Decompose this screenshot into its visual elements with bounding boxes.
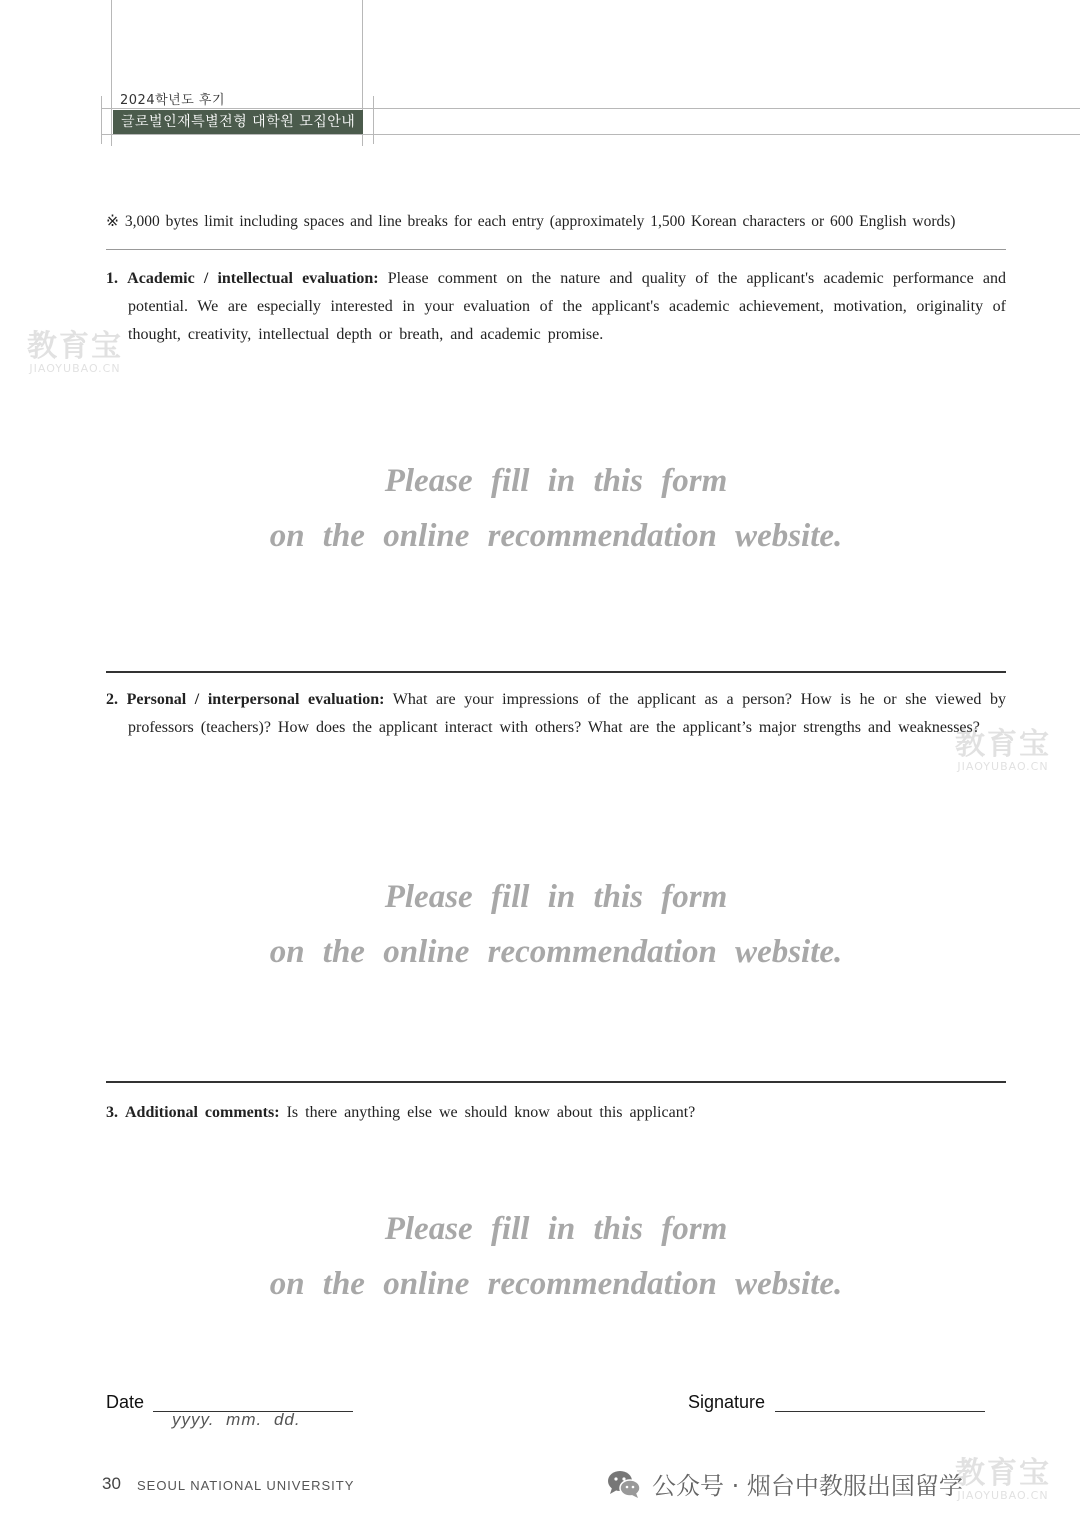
question-2-text: What are your impressions of the applicant as a person? How is he or she viewed by professors (teachers)? How does the applicant interact with others? What are the applicant’s major strengths and weaknesses?	[128, 691, 1007, 736]
header-year: 2024학년도 후기	[120, 93, 226, 108]
header-frame-line	[373, 96, 374, 144]
divider	[106, 1081, 1006, 1083]
watermark: 教育宝 JIAOYUBAO.CN	[27, 329, 123, 375]
question-1	[106, 265, 1006, 349]
header-frame-line	[111, 0, 112, 146]
header-frame-line	[101, 96, 102, 144]
header-frame-line	[101, 134, 1080, 135]
date-format-hint: yyyy. mm. dd.	[172, 1410, 301, 1429]
question-3-text: Is there anything else we should know about this applicant?	[286, 1104, 696, 1121]
placeholder-3	[106, 1202, 1006, 1312]
question-3-title: Additional comments:	[125, 1104, 280, 1121]
signature-field[interactable]	[775, 1411, 985, 1412]
question-2-title: Personal / interpersonal evaluation:	[126, 691, 385, 708]
question-2	[106, 686, 1006, 742]
question-3	[106, 1099, 1006, 1127]
question-2-number: 2.	[106, 691, 118, 708]
signature-label: Signature	[688, 1392, 766, 1412]
placeholder-line-2: on the online recommendation website.	[269, 934, 843, 970]
date-label: Date	[106, 1392, 145, 1412]
watermark: 教育宝 JIAOYUBAO.CN	[955, 727, 1051, 773]
page-number: 30	[102, 1474, 121, 1493]
placeholder-1	[106, 454, 1006, 564]
placeholder-line-2: on the online recommendation website.	[269, 518, 843, 554]
wechat-account	[606, 1466, 963, 1501]
question-1-number: 1.	[106, 270, 118, 287]
divider	[106, 249, 1006, 250]
university-name: SEOUL NATIONAL UNIVERSITY	[137, 1478, 355, 1493]
placeholder-line-1: Please fill in this form	[384, 1211, 728, 1247]
question-1-title: Academic / intellectual evaluation:	[127, 270, 379, 287]
divider	[106, 671, 1006, 673]
placeholder-line-1: Please fill in this form	[384, 463, 728, 499]
placeholder-2	[106, 870, 1006, 980]
header-frame-line	[101, 108, 1080, 109]
byte-limit-note: ※ 3,000 bytes limit including spaces and line breaks for each entry (approximately 1,500 Korean characters or 600 English words)	[106, 213, 956, 230]
header-title: 글로벌인재특별전형 대학원 모집안내	[113, 110, 363, 134]
placeholder-line-1: Please fill in this form	[384, 879, 728, 915]
wechat-icon	[606, 1469, 642, 1499]
question-1-text: Please comment on the nature and quality of the applicant's academic performance and potential. We are especially interested in your evaluation of the applicant's academic achievement, motivation, originality of thought, creativity, intellectual depth or breath, and academic promise.	[128, 270, 1007, 343]
placeholder-line-2: on the online recommendation website.	[269, 1266, 843, 1302]
wechat-text: 公众号 · 烟台中教服出国留学	[652, 1472, 963, 1500]
question-3-number: 3.	[106, 1104, 118, 1121]
watermark: 教育宝 JIAOYUBAO.CN	[955, 1456, 1051, 1502]
